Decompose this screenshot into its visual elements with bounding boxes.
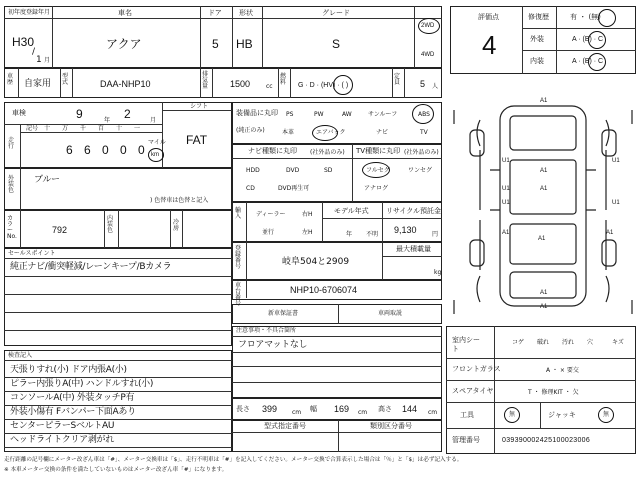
tool-label: 工具 — [460, 411, 474, 419]
mileage-digit: 6 — [84, 143, 91, 157]
dealer-option: ディーラー — [256, 211, 286, 218]
diagram-label: A1 — [540, 304, 548, 310]
length-label: 長さ — [236, 405, 250, 413]
mileage-digit: 0 — [102, 143, 109, 157]
interior-options: A · (B) · C — [572, 58, 604, 65]
diagram-label: A1 — [540, 186, 548, 192]
tv-option: フルセグ — [366, 167, 390, 174]
navi-option: SD — [324, 167, 333, 174]
era-year: H30 — [12, 35, 35, 49]
width-unit: cm — [358, 409, 368, 416]
diagram-label: U1 — [502, 158, 510, 164]
capacity-label: 定員 — [394, 73, 401, 86]
inspector-line: ピラー内張りA(中) ハンドルすれ(小) — [10, 379, 154, 389]
inspector-label: 検査記入 — [8, 352, 33, 359]
new-car-warranty: 新車保証書 — [268, 310, 299, 317]
frame-value: NHP10-6706074 — [290, 285, 358, 295]
equipment-sub-label: (純正のみ) — [236, 127, 265, 134]
rule-line — [4, 419, 232, 420]
color-no-value: 792 — [52, 225, 68, 235]
notes-label: 注意事項・不具合箇所 — [236, 327, 297, 334]
diagram-label: U1 — [502, 200, 510, 206]
diagram-label: U1 — [612, 158, 620, 164]
first-reg-label: 初年度登録年月 — [8, 9, 51, 16]
mileage-unit-label: 百 — [98, 125, 105, 132]
grade-label: グレード — [322, 9, 350, 17]
era-slash: / — [32, 47, 36, 57]
left-hand-option: 左H — [302, 229, 313, 236]
mileage-unit-label: 万 — [62, 125, 69, 132]
body-shape: HB — [236, 37, 253, 51]
class-no-label: 類別区分番号 — [370, 422, 412, 430]
airbag-circle — [312, 125, 338, 141]
rule-line — [4, 377, 232, 378]
rule-line — [4, 405, 232, 406]
sales-point-text: 純正ナビ/衝突軽減/レーンキープ/Bカメラ — [10, 262, 172, 272]
seat-option: 穴 — [587, 339, 594, 346]
model-year-label: モデル年式 — [334, 207, 369, 215]
equipment-option: TV — [420, 129, 428, 136]
exterior-label: 外装 — [530, 35, 544, 43]
seat-option: 汚れ — [562, 339, 575, 346]
right-hand-option: 右H — [302, 211, 313, 218]
glass-label: フロントガラス — [452, 365, 501, 373]
seat-option: コゲ — [512, 339, 525, 346]
capacity-unit: 人 — [432, 83, 439, 90]
length-unit: cm — [292, 409, 302, 416]
cc-unit: cc — [266, 83, 273, 90]
diagram-label: A1 — [540, 168, 548, 174]
interior-color-label: 内装色 — [107, 215, 114, 234]
interior-label: 内装 — [530, 57, 544, 65]
month-unit: 月 — [44, 57, 51, 64]
inspector-line: ヘッドライトクリア剥がれ — [10, 435, 114, 445]
mile-unit: マイル — [148, 139, 166, 146]
equipment-option: ナビ — [376, 129, 389, 136]
navi-option: HDD — [246, 167, 260, 174]
navi-option: DVD — [286, 167, 300, 174]
jack-value: 無 — [603, 411, 610, 418]
exterior-b-circle — [588, 31, 606, 49]
color-note: ) 色替車は色替と記入 — [150, 197, 209, 204]
length-value: 399 — [262, 404, 278, 414]
mileage-digit: 6 — [66, 143, 73, 157]
tv-title: TV種類に丸印 — [356, 147, 401, 155]
mileage-unit-label: 千 — [80, 125, 87, 132]
seat-label: 室内シート — [452, 336, 480, 354]
docs-block — [232, 304, 442, 324]
shape-label: 形状 — [239, 9, 253, 17]
type-label: 型式 — [62, 73, 69, 86]
door-label: ドア — [208, 9, 222, 17]
model-year-unit: 年 — [346, 231, 353, 238]
category-label: 車歴 — [7, 73, 14, 86]
sales-point-label: セールスポイント — [8, 250, 56, 257]
car-name: アクア — [106, 37, 142, 51]
seat-option: キズ — [612, 339, 624, 346]
navi-sub: (社外品のみ) — [310, 149, 345, 156]
model-year-unknown: 不明 — [366, 231, 379, 238]
height-value: 144 — [402, 404, 418, 414]
frame-label: 車台番号 — [235, 282, 242, 307]
inspection-month-unit: 月 — [150, 117, 157, 124]
import-label: 輸入 — [235, 207, 242, 220]
recycle-value: 9,130 — [394, 225, 417, 235]
footer-line-2: ※ 本車メーター交換の条件を満たしていないものはメーター改ざん車「#」になります。 — [4, 467, 228, 473]
height-label: 高さ — [378, 405, 392, 413]
spare-options: T ・ 修理KIT ・ 欠 — [528, 389, 579, 396]
door-count: 5 — [212, 37, 219, 51]
jack-label: ジャッキ — [548, 411, 576, 419]
width-label: 幅 — [310, 405, 317, 413]
fuel-hv-circle — [333, 75, 353, 95]
fullseg-circle — [362, 162, 390, 178]
mileage-digit: 0 — [138, 143, 145, 157]
plate-value: 岐阜504と2909 — [282, 257, 350, 267]
diagram-label: U1 — [612, 200, 620, 206]
inspector-line: センターピラーSベルトAU — [10, 421, 115, 431]
repair-label: 修復歴 — [528, 13, 549, 21]
color-value: ブルー — [34, 175, 60, 185]
km-unit: km — [151, 152, 159, 158]
notes-text: フロアマットなし — [238, 340, 308, 350]
equipment-option: 本革 — [282, 129, 295, 136]
inspection-year-unit: 年 — [104, 117, 111, 124]
width-value: 169 — [334, 404, 350, 414]
color-label: 外装色 — [8, 175, 15, 194]
navi-title: ナビ種類に丸印 — [248, 147, 297, 155]
tool-value: 無 — [509, 411, 516, 418]
inspector-line: 天張りすれ(小) ドア内張A(小) — [10, 365, 127, 375]
inspection-month: 2 — [124, 107, 131, 121]
diagram-label: A1 — [502, 230, 510, 236]
grade-value: S — [332, 37, 341, 51]
glass-options: A ・ × 要交 — [546, 367, 579, 374]
header-row — [4, 6, 442, 68]
rule-line — [4, 391, 232, 392]
car-name-label: 車名 — [118, 9, 132, 17]
vehicle-manual: 車両取説 — [378, 310, 403, 317]
equipment-option: ABS — [418, 111, 430, 118]
inspection-year: 9 — [76, 107, 83, 121]
displacement-value: 1500 — [230, 79, 251, 89]
exterior-options: A · (B) · C — [572, 36, 604, 43]
mileage-label: 走行 — [8, 137, 15, 150]
mileage-unit-label: 十 — [116, 125, 123, 132]
interior-b-circle — [588, 53, 606, 71]
capacity-value: 5 — [420, 79, 426, 89]
plate-label: 登録番号 — [235, 245, 242, 270]
tv-option: ワンセグ — [408, 167, 433, 174]
diagram-label: A1 — [540, 290, 548, 296]
drive-2wd: 2WD — [421, 23, 435, 29]
tv-sub: (社外品のみ) — [404, 149, 439, 156]
equipment-option: PS — [286, 111, 294, 118]
recycle-label: リサイクル預託金 — [386, 207, 442, 215]
height-unit: cm — [428, 409, 438, 416]
model-type: DAA-NHP10 — [100, 79, 151, 89]
displacement-label: 排気量 — [202, 71, 209, 90]
equipment-option: エアバック — [316, 129, 346, 136]
color-no-label: カラーNo. — [7, 215, 17, 240]
score-value: 4 — [482, 30, 497, 60]
drive-4wd: 4WD — [421, 52, 435, 58]
yen-unit: 円 — [432, 231, 439, 238]
diagram-label: A1 — [540, 98, 548, 104]
shift-label: シフト — [190, 103, 209, 110]
inspector-line: 外装小傷有 Fバンパー下面Aあり — [10, 407, 136, 417]
navi-option: CD — [246, 185, 255, 192]
max-load-label: 最大積載量 — [396, 245, 431, 253]
diagram-label: A1 — [606, 230, 614, 236]
footer-line-1: 走行距離の記号欄にメーター改ざん車は「#」、メーター交換車は「$」、走行不明車は「#」を記入してください。メーター交換で合算表示した場合は「％」と「$」は必ず記入する。 — [4, 457, 463, 463]
ac-label: 冷房 — [173, 219, 180, 232]
abs-circle — [412, 104, 434, 124]
mileage-unit-label: 記号 — [26, 125, 39, 132]
equipment-label: 装備品に丸印 — [236, 109, 278, 117]
inspector-line: コンソールA(中) 外装タッチP有 — [10, 393, 135, 403]
kg-unit: kg — [434, 269, 442, 276]
shift-value: FAT — [186, 133, 208, 147]
mgmt-label: 管理番号 — [452, 436, 480, 444]
navi-option: DVD再生可 — [278, 185, 310, 192]
fuel-label: 燃料 — [280, 73, 287, 86]
parallel-option: 並行 — [262, 229, 275, 236]
type-no-label: 型式指定番号 — [264, 422, 306, 430]
car-damage-diagram — [450, 90, 636, 320]
mileage-unit-label: 十 — [44, 125, 51, 132]
equipment-option: サンルーフ — [368, 111, 398, 118]
diagram-label: A1 — [538, 236, 546, 242]
equipment-option: AW — [342, 111, 352, 118]
reg-month: 1 — [36, 55, 42, 65]
rule-line — [4, 433, 232, 434]
score-label: 評価点 — [478, 13, 499, 21]
mgmt-value: 039390002425100023006 — [502, 437, 591, 444]
diagram-label: U1 — [502, 186, 510, 192]
spare-label: スペアタイヤ — [452, 387, 494, 395]
repair-options: 有 ・ (無) — [570, 13, 601, 21]
category-value: 自家用 — [24, 79, 52, 89]
mileage-unit-label: 一 — [134, 125, 141, 132]
seat-option: 破れ — [537, 339, 550, 346]
fuel-options: G · D · (HV) · ( ) — [298, 82, 349, 89]
mileage-digit: 0 — [120, 143, 127, 157]
rule-line — [4, 447, 232, 448]
tv-option: アナログ — [364, 185, 389, 192]
repair-none-circle — [598, 9, 616, 27]
equipment-option: PW — [314, 111, 324, 118]
inspection-label: 車検 — [12, 109, 26, 117]
